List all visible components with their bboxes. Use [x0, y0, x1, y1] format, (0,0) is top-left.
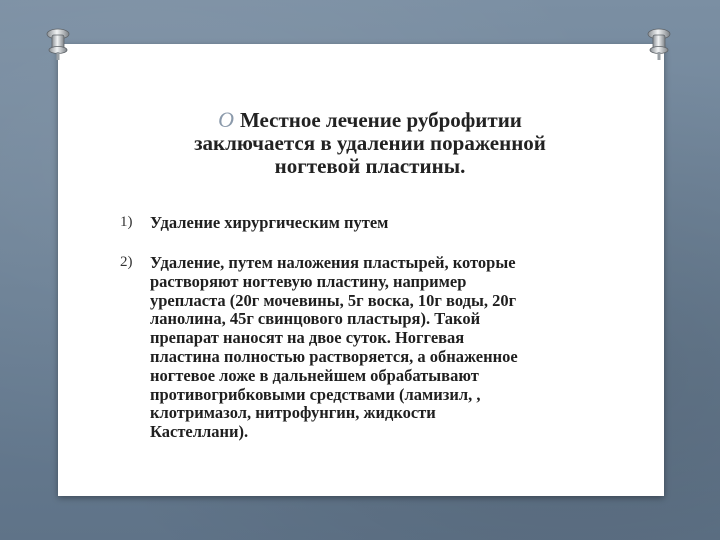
item-line: пластина полностью растворяется, а обнаженное [150, 346, 518, 366]
o-bullet-icon: O [218, 107, 234, 132]
heading-line: O Местное лечение руброфитии [218, 107, 522, 132]
item-line: клотримазол, нитрофунгин, жидкости [150, 403, 436, 423]
item-line: противогрибковыми средствами (ламизил, , [150, 384, 481, 404]
heading-line: заключается в удалении пораженной [194, 131, 546, 155]
item-line: Удаление, путем наложения пластырей, которые [150, 253, 516, 272]
item-line: Кастеллани). [150, 422, 249, 442]
heading-line: ногтевой пластины. [274, 154, 466, 178]
item-line: ланолина, 45г свинцового пластыря). Такой [150, 309, 481, 329]
slide-heading [120, 108, 620, 178]
item-line: Удаление хирургическим путем [150, 213, 389, 232]
thumbtack-icon [646, 28, 672, 62]
item-line: растворяют ногтевую пластину, например [150, 271, 467, 291]
item-text [150, 254, 610, 442]
item-line: урепласта (20г мочевины, 5г воска, 10г воды, 20г [150, 290, 517, 310]
item-number: 1) [120, 214, 133, 230]
thumbtack-icon [45, 28, 71, 62]
item-line: ногтевое ложе в дальнейшем обрабатывают [150, 365, 479, 385]
item-number: 2) [120, 254, 133, 270]
item-text [150, 214, 610, 233]
item-line: препарат наносят на двое суток. Ноггевая [150, 328, 465, 348]
